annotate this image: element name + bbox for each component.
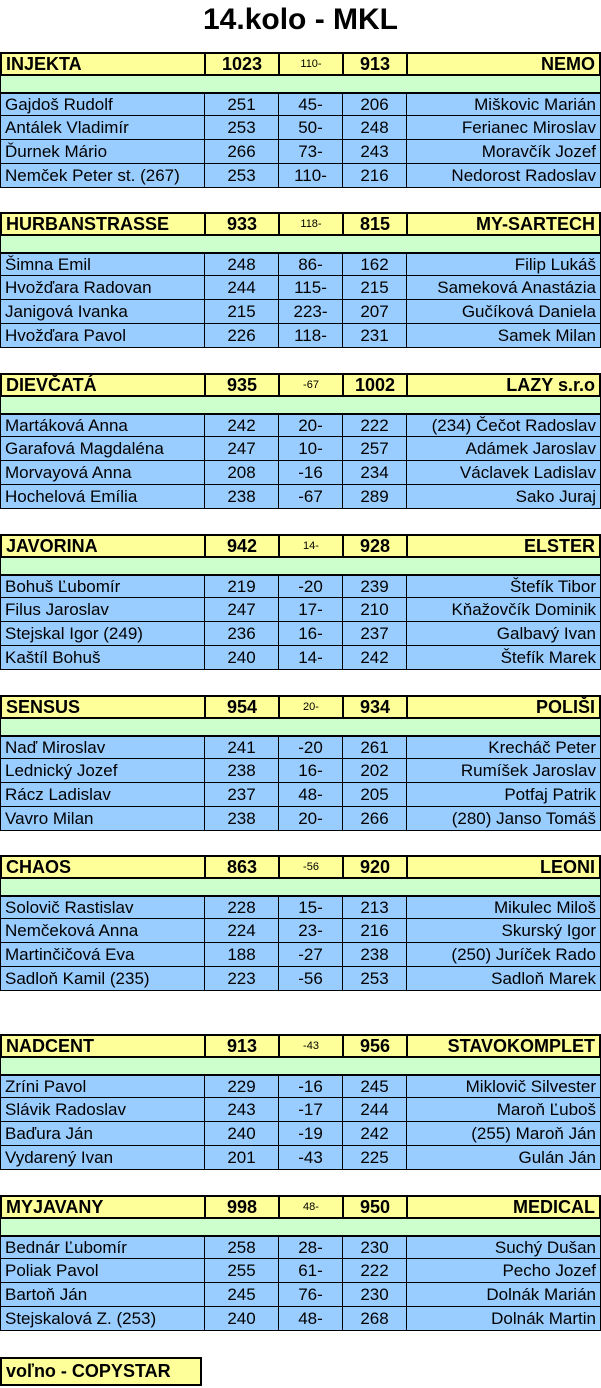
table-row (0, 140, 601, 164)
away-player: Dolnák Martin (406, 1307, 601, 1331)
table-row (0, 252, 601, 276)
home-score: 238 (204, 807, 278, 831)
away-score: 210 (342, 598, 406, 622)
home-player: Vydarený Ivan (0, 1146, 204, 1170)
away-score: 230 (342, 1283, 406, 1307)
home-total: 942 (204, 534, 278, 558)
running-diff: 17- (278, 598, 342, 622)
home-team: JAVORINA (0, 534, 204, 558)
away-player: (280) Janso Tomáš (406, 807, 601, 831)
running-diff: -20 (278, 574, 342, 598)
away-total: 950 (342, 1195, 406, 1219)
home-score: 219 (204, 574, 278, 598)
score-diff: -56 (278, 855, 342, 879)
home-score: 238 (204, 485, 278, 509)
running-diff: 20- (278, 413, 342, 437)
away-score: 162 (342, 252, 406, 276)
away-player: Moravčík Jozef (406, 140, 601, 164)
home-score: 244 (204, 276, 278, 300)
home-score: 201 (204, 1146, 278, 1170)
home-total: 913 (204, 1034, 278, 1058)
home-score: 236 (204, 622, 278, 646)
table-row (0, 967, 601, 991)
home-player: Morvayová Anna (0, 461, 204, 485)
home-player: Hvožďara Pavol (0, 324, 204, 348)
away-player: Filip Lukáš (406, 252, 601, 276)
away-score: 257 (342, 437, 406, 461)
away-score: 268 (342, 1307, 406, 1331)
away-total: 913 (342, 52, 406, 76)
table-row (0, 92, 601, 116)
home-score: 224 (204, 919, 278, 943)
away-score: 248 (342, 116, 406, 140)
home-score: 240 (204, 1307, 278, 1331)
away-score: 237 (342, 622, 406, 646)
away-score: 216 (342, 919, 406, 943)
match-header (0, 373, 601, 397)
away-player: Václavek Ladislav (406, 461, 601, 485)
table-row (0, 1235, 601, 1259)
home-player: Gajdoš Rudolf (0, 92, 204, 116)
away-score: 213 (342, 895, 406, 919)
home-score: 243 (204, 1098, 278, 1122)
home-player: Nemčeková Anna (0, 919, 204, 943)
home-score: 247 (204, 437, 278, 461)
home-total: 863 (204, 855, 278, 879)
away-score: 206 (342, 92, 406, 116)
table-row (0, 164, 601, 188)
running-diff: 20- (278, 807, 342, 831)
home-total: 933 (204, 212, 278, 236)
home-score: 215 (204, 300, 278, 324)
match-header (0, 1195, 601, 1219)
running-diff: 14- (278, 646, 342, 670)
spacer-row (0, 719, 601, 735)
match-header (0, 534, 601, 558)
away-player: Miškovic Marián (406, 92, 601, 116)
home-score: 258 (204, 1235, 278, 1259)
away-player: Pecho Jozef (406, 1259, 601, 1283)
home-player: Solovič Rastislav (0, 895, 204, 919)
table-row (0, 646, 601, 670)
away-score: 253 (342, 967, 406, 991)
home-player: Stejskalová Z. (253) (0, 1307, 204, 1331)
match-header (0, 855, 601, 879)
home-team: SENSUS (0, 695, 204, 719)
home-score: 223 (204, 967, 278, 991)
home-total: 998 (204, 1195, 278, 1219)
away-total: 815 (342, 212, 406, 236)
table-row (0, 116, 601, 140)
table-row (0, 895, 601, 919)
spacer-row (0, 397, 601, 413)
home-score: 228 (204, 895, 278, 919)
home-player: Zríni Pavol (0, 1074, 204, 1098)
home-player: Garafová Magdaléna (0, 437, 204, 461)
home-player: Slávik Radoslav (0, 1098, 204, 1122)
away-score: 261 (342, 735, 406, 759)
score-diff: -43 (278, 1034, 342, 1058)
home-score: 245 (204, 1283, 278, 1307)
running-diff: -43 (278, 1146, 342, 1170)
home-player: Martinčičová Eva (0, 943, 204, 967)
away-player: Rumíšek Jaroslav (406, 759, 601, 783)
score-diff: 14- (278, 534, 342, 558)
away-player: Maroň Ľuboš (406, 1098, 601, 1122)
table-row (0, 413, 601, 437)
away-score: 216 (342, 164, 406, 188)
home-team: NADCENT (0, 1034, 204, 1058)
match-header (0, 1034, 601, 1058)
home-score: 229 (204, 1074, 278, 1098)
home-player: Lednický Jozef (0, 759, 204, 783)
home-score: 266 (204, 140, 278, 164)
table-row (0, 461, 601, 485)
home-score: 253 (204, 116, 278, 140)
match-header (0, 212, 601, 236)
away-score: 230 (342, 1235, 406, 1259)
table-row (0, 485, 601, 509)
away-score: 242 (342, 646, 406, 670)
table-row (0, 735, 601, 759)
table-row (0, 759, 601, 783)
running-diff: 115- (278, 276, 342, 300)
away-total: 934 (342, 695, 406, 719)
table-row (0, 1074, 601, 1098)
away-player: Krecháč Peter (406, 735, 601, 759)
away-player: Suchý Dušan (406, 1235, 601, 1259)
table-row (0, 1122, 601, 1146)
running-diff: -19 (278, 1122, 342, 1146)
running-diff: 10- (278, 437, 342, 461)
away-player: (250) Juríček Rado (406, 943, 601, 967)
home-player: Nemček Peter st. (267) (0, 164, 204, 188)
home-player: Bohuš Ľubomír (0, 574, 204, 598)
home-player: Šimna Emil (0, 252, 204, 276)
away-player: Gučíková Daniela (406, 300, 601, 324)
away-player: Nedorost Radoslav (406, 164, 601, 188)
away-team: STAVOKOMPLET (406, 1034, 601, 1058)
running-diff: 86- (278, 252, 342, 276)
home-score: 255 (204, 1259, 278, 1283)
away-team: MEDICAL (406, 1195, 601, 1219)
running-diff: 223- (278, 300, 342, 324)
home-score: 188 (204, 943, 278, 967)
match-header (0, 52, 601, 76)
home-player: Ďurnek Mário (0, 140, 204, 164)
running-diff: 16- (278, 759, 342, 783)
running-diff: 48- (278, 1307, 342, 1331)
spacer-row (0, 236, 601, 252)
away-score: 266 (342, 807, 406, 831)
home-score: 241 (204, 735, 278, 759)
away-score: 242 (342, 1122, 406, 1146)
home-total: 935 (204, 373, 278, 397)
away-player: Skurský Igor (406, 919, 601, 943)
running-diff: 118- (278, 324, 342, 348)
away-team: LAZY s.r.o (406, 373, 601, 397)
running-diff: -16 (278, 461, 342, 485)
away-score: 222 (342, 1259, 406, 1283)
away-team: ELSTER (406, 534, 601, 558)
away-score: 222 (342, 413, 406, 437)
page-title: 14.kolo - MKL (202, 3, 398, 36)
away-team: MY-SARTECH (406, 212, 601, 236)
running-diff: 16- (278, 622, 342, 646)
spacer-row (0, 879, 601, 895)
home-player: Hochelová Emília (0, 485, 204, 509)
running-diff: 48- (278, 783, 342, 807)
home-score: 248 (204, 252, 278, 276)
table-row (0, 919, 601, 943)
home-player: Baďura Ján (0, 1122, 204, 1146)
score-diff: 110- (278, 52, 342, 76)
away-team: LEONI (406, 855, 601, 879)
away-total: 928 (342, 534, 406, 558)
away-player: Galbavý Ivan (406, 622, 601, 646)
away-player: Sadloň Marek (406, 967, 601, 991)
away-player: Adámek Jaroslav (406, 437, 601, 461)
running-diff: 23- (278, 919, 342, 943)
table-row (0, 276, 601, 300)
home-player: Naď Miroslav (0, 735, 204, 759)
score-diff: 118- (278, 212, 342, 236)
table-row (0, 1283, 601, 1307)
home-score: 253 (204, 164, 278, 188)
table-row (0, 943, 601, 967)
home-player: Hvožďara Radovan (0, 276, 204, 300)
home-player: Bartoň Ján (0, 1283, 204, 1307)
away-player: Štefík Tibor (406, 574, 601, 598)
home-team: MYJAVANY (0, 1195, 204, 1219)
running-diff: 15- (278, 895, 342, 919)
away-player: (255) Maroň Ján (406, 1122, 601, 1146)
home-score: 240 (204, 646, 278, 670)
home-score: 208 (204, 461, 278, 485)
away-total: 1002 (342, 373, 406, 397)
away-score: 234 (342, 461, 406, 485)
running-diff: -20 (278, 735, 342, 759)
home-score: 237 (204, 783, 278, 807)
home-total: 954 (204, 695, 278, 719)
away-score: 239 (342, 574, 406, 598)
away-team: POLIŠI (406, 695, 601, 719)
table-row (0, 300, 601, 324)
table-row (0, 598, 601, 622)
away-total: 920 (342, 855, 406, 879)
away-player: Kňažovčík Dominik (406, 598, 601, 622)
away-player: (234) Čečot Radoslav (406, 413, 601, 437)
home-team: HURBANSTRASSE (0, 212, 204, 236)
away-score: 289 (342, 485, 406, 509)
away-score: 244 (342, 1098, 406, 1122)
running-diff: -56 (278, 967, 342, 991)
away-player: Mikulec Miloš (406, 895, 601, 919)
running-diff: 73- (278, 140, 342, 164)
free-team-label: voľno - COPYSTAR (0, 1357, 202, 1386)
table-row (0, 1098, 601, 1122)
table-row (0, 1146, 601, 1170)
home-player: Sadloň Kamil (235) (0, 967, 204, 991)
table-row (0, 1259, 601, 1283)
away-total: 956 (342, 1034, 406, 1058)
table-row (0, 437, 601, 461)
home-score: 247 (204, 598, 278, 622)
home-score: 226 (204, 324, 278, 348)
home-score: 240 (204, 1122, 278, 1146)
home-player: Stejskal Igor (249) (0, 622, 204, 646)
spacer-row (0, 558, 601, 574)
table-row (0, 574, 601, 598)
away-player: Potfaj Patrik (406, 783, 601, 807)
spacer-row (0, 1219, 601, 1235)
away-score: 207 (342, 300, 406, 324)
away-score: 245 (342, 1074, 406, 1098)
running-diff: 76- (278, 1283, 342, 1307)
running-diff: 110- (278, 164, 342, 188)
score-diff: 20- (278, 695, 342, 719)
away-score: 215 (342, 276, 406, 300)
away-player: Sameková Anastázia (406, 276, 601, 300)
home-team: INJEKTA (0, 52, 204, 76)
match-header (0, 695, 601, 719)
away-player: Gulán Ján (406, 1146, 601, 1170)
running-diff: -27 (278, 943, 342, 967)
table-row (0, 622, 601, 646)
table-row (0, 1307, 601, 1331)
score-diff: 48- (278, 1195, 342, 1219)
away-player: Ferianec Miroslav (406, 116, 601, 140)
table-row (0, 783, 601, 807)
running-diff: 50- (278, 116, 342, 140)
spacer-row (0, 76, 601, 92)
away-player: Miklovič Silvester (406, 1074, 601, 1098)
running-diff: -16 (278, 1074, 342, 1098)
table-row (0, 324, 601, 348)
home-score: 238 (204, 759, 278, 783)
home-team: DIEVČATÁ (0, 373, 204, 397)
away-player: Dolnák Marián (406, 1283, 601, 1307)
home-player: Janigová Ivanka (0, 300, 204, 324)
home-score: 251 (204, 92, 278, 116)
score-diff: -67 (278, 373, 342, 397)
away-score: 202 (342, 759, 406, 783)
running-diff: 28- (278, 1235, 342, 1259)
away-score: 205 (342, 783, 406, 807)
away-score: 243 (342, 140, 406, 164)
away-score: 231 (342, 324, 406, 348)
home-player: Filus Jaroslav (0, 598, 204, 622)
home-player: Bednár Ľubomír (0, 1235, 204, 1259)
spacer-row (0, 1058, 601, 1074)
home-player: Vavro Milan (0, 807, 204, 831)
away-player: Štefík Marek (406, 646, 601, 670)
running-diff: -17 (278, 1098, 342, 1122)
home-player: Antálek Vladimír (0, 116, 204, 140)
home-player: Poliak Pavol (0, 1259, 204, 1283)
running-diff: -67 (278, 485, 342, 509)
away-score: 225 (342, 1146, 406, 1170)
away-score: 238 (342, 943, 406, 967)
home-player: Martáková Anna (0, 413, 204, 437)
away-player: Sako Juraj (406, 485, 601, 509)
home-score: 242 (204, 413, 278, 437)
home-total: 1023 (204, 52, 278, 76)
away-player: Samek Milan (406, 324, 601, 348)
table-row (0, 807, 601, 831)
away-team: NEMO (406, 52, 601, 76)
home-player: Rácz Ladislav (0, 783, 204, 807)
home-player: Kaštíl Bohuš (0, 646, 204, 670)
running-diff: 61- (278, 1259, 342, 1283)
home-team: CHAOS (0, 855, 204, 879)
running-diff: 45- (278, 92, 342, 116)
